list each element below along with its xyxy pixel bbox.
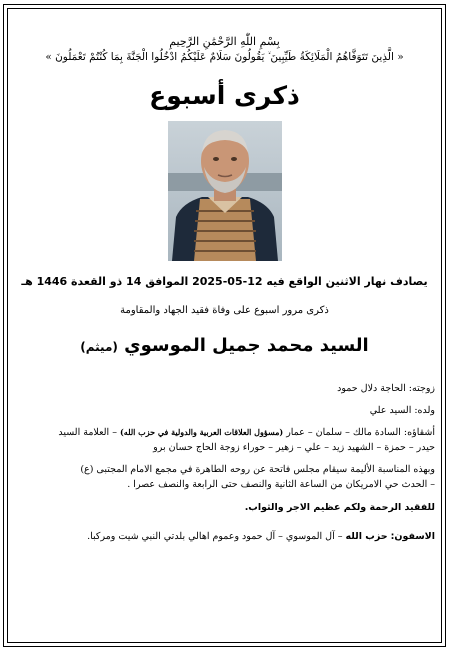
deceased-full-name: السيد محمد جميل الموسوي bbox=[124, 335, 369, 356]
siblings-title: (مسؤول العلاقات العربية والدولية في حزب الله) bbox=[120, 427, 284, 437]
basmala: بِسْمِ اللّٰهِ الرَّحْمَٰنِ الرَّحِيمِ bbox=[169, 35, 280, 48]
siblings-part-1: أشقاؤه: السادة مالك – سلمان – عمار bbox=[286, 427, 435, 438]
remembrance-line: ذكرى مرور اسبوع على وفاة فقيد الجهاد والمقاومة bbox=[120, 305, 329, 316]
deceased-name bbox=[14, 334, 435, 359]
receivers-party: حزب الله bbox=[345, 531, 388, 542]
son-line: ولده: السيد علي bbox=[369, 405, 435, 416]
portrait-photo bbox=[168, 121, 282, 261]
date-line: يصادف نهار الاثنين الواقع فيه 12-05-2025 الموافق 14 ذو القعدة 1446 هـ bbox=[21, 275, 428, 288]
quran-verse: « الَّذِينَ تَتَوَفَّاهُمُ الْمَلَائِكَةُ طَيِّبِينَ ۙ يَقُولُونَ سَلَامٌ عَلَيْكُمُ ادْخُلُوا الْجَنَّةَ بِمَا كُنْتُمْ تَعْمَلُونَ » bbox=[45, 51, 404, 63]
receivers-rest: – آل الموسوي – آل حمود وعموم اهالي بلدتي النبي شيت ومركبا. bbox=[87, 531, 343, 542]
siblings-part-2: – العلامة السيد bbox=[58, 427, 117, 438]
receivers-line bbox=[14, 529, 435, 544]
headline: ذكرى أسبوع bbox=[149, 81, 300, 110]
family-details bbox=[14, 381, 435, 544]
receivers-label: الاسفون: bbox=[390, 531, 435, 542]
closing-line: للفقيد الرحمة ولكم عظيم الاجر والثواب. bbox=[244, 502, 435, 513]
obituary-content bbox=[14, 34, 435, 544]
portrait-image bbox=[168, 121, 282, 261]
deceased-nickname: (ميثم) bbox=[80, 340, 118, 354]
ceremony-line-2: – الحدث حي الامريكان من الساعة الثانية والنصف حتى الرابعة والنصف عصرا . bbox=[127, 479, 435, 490]
siblings-line bbox=[14, 425, 435, 440]
ceremony-line-1: وبهذه المناسبة الأليمة سيقام مجلس فاتحة عن روحه الطاهرة في مجمع الامام المجتبى (ع) bbox=[80, 464, 435, 475]
siblings-line-2: حيدر – حمزة – الشهيد زيد – علي – زهير – حوراء زوجة الحاج حسان برو bbox=[153, 442, 435, 453]
wife-line: زوجته: الحاجة دلال حمود bbox=[337, 383, 435, 394]
